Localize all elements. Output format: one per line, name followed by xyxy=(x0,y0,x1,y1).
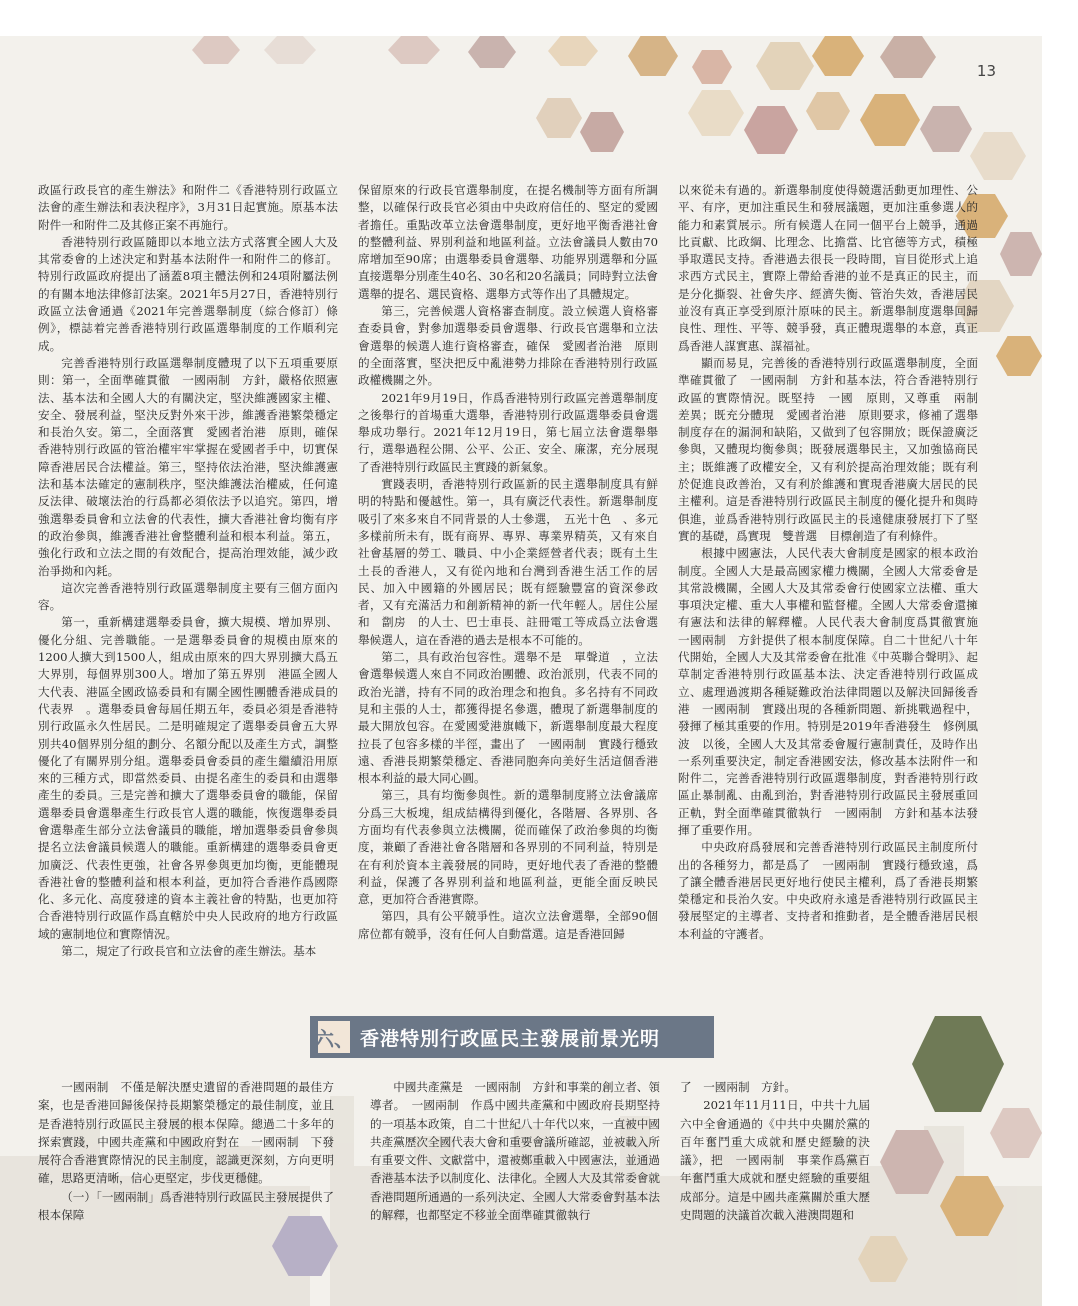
bottom-text-column-2 xyxy=(370,1078,660,1224)
hexagon-decor xyxy=(880,36,936,78)
paragraph: 2021年11月11日，中共十九屆六中全會通過的《中共中央關於黨的百年奮鬥重大成就和歷史經驗的決議》，把 一國兩制 事業作爲黨百年奮鬥重大成就和歷史經驗的重要組成部分。這是中國共產黨關於重大歷史問題的決議首次載入港澳問題和 xyxy=(680,1098,870,1223)
paragraph: 實踐表明，香港特別行政區新的民主選舉制度具有鮮明的特點和優越性。第一，具有廣泛代表性。新選舉制度吸引了來多來自不同背景的人士參選， 五光十色 、多元多樣前所未有，既有商界、專界、專業界精英，又有來自社會基層的勞工、職員、中小企業經營者代表；既有土生土長的香港人，又有從內地和台灣到香港生活工作的居民、加入中國籍的外國居民；既有經驗豐富的資深參政者，又有充滿活力和創新精神的新一代年輕人。居住公屋和 劏房 的人士、巴士車長、註冊電工等成爲立法會選舉候選人，這在香港的過去是根本不可能的。 xyxy=(358,477,658,647)
section-title: 香港特別行政區民主發展前景光明 xyxy=(360,1027,661,1050)
bottom-text-column-3 xyxy=(680,1078,870,1224)
section-heading-banner xyxy=(310,1016,714,1058)
paragraph: 第二，具有政治包容性。選舉不是 單聲道 ，立法會選舉候選人來自不同政治團體、政治派別，代表不同的政治光譜，持有不同的政治理念和抱負。多名持有不同政見和主張的人士，都獲得提名參選，體現了新選舉制度的最大開放包容。在愛國愛港旗幟下，新選舉制度最大程度拉長了包容多樣的半徑，畫出了 一國兩制 實踐行穩致遠、香港長期繁榮穩定、香港同胞奔向美好生活這個香港根本利益的最大同心圓。 xyxy=(358,650,658,786)
paragraph: 第四，具有公平競爭性。這次立法會選舉，全部90個席位都有競爭，沒有任何人自動當選。這是香港回歸 xyxy=(358,909,658,941)
hexagon-decor xyxy=(806,92,850,130)
hexagon-decor xyxy=(1000,232,1042,276)
paragraph: 中央政府爲發展和完善香港特別行政區民主制度所付出的各種努力，都是爲了 一國兩制 實踐行穩致遠，爲了讓全體香港居民更好地行使民主權利，爲了香港長期繁榮穩定和長治久安。中央政府永遠是香港特別行政區民主發展堅定的主導者、支持者和推動者，是全體香港居民根本利益的守護者。 xyxy=(678,840,978,941)
hexagon-decor xyxy=(812,36,864,76)
hexagon-decor xyxy=(692,50,732,84)
bottom-text-column-1 xyxy=(38,1078,334,1224)
paragraph: 保留原來的行政長官選舉制度，在提名機制等方面有所調整，以確保行政長官必須由中央政府信任的、堅定的愛國者擔任。重點改革立法會選舉制度，更好地平衡香港社會的整體利益、界別利益和地區利益。立法會議員人數由70席增加至90席；由選舉委員會選舉、功能界別選舉和分區直接選舉分別產生40名、30名和20名議員；同時對立法會選舉的提名、選民資格、選舉方式等作出了具體規定。 xyxy=(358,183,658,301)
paragraph: 以來從未有過的。新選舉制度使得競選活動更加理性、公平、有序，更加注重民生和發展議題，更加注重參選人的能力和素質展示。所有候選人在同一個平台上競爭，通過比貢獻、比政綱、比理念、比擔當、比官德等方式，積極爭取選民支持。香港過去很長一段時間，盲目從形式上追求西方式民主，實際上帶給香港的並不是真正的民主，而是分化撕裂、社會失序、經濟失衡、管治失效，香港居民並沒有真正享受到原汁原味的民主。新選舉制度選舉回歸良性、理性、平等、競爭發，真正體現選舉的本意，真正爲香港人謀實惠、謀福祉。 xyxy=(678,183,978,353)
hexagon-decor xyxy=(920,106,972,152)
paragraph: 第三，具有均衡參與性。新的選舉制度將立法會議席分爲三大板塊，組成結構得到優化，各階層、各界別、各方面均有代表參與立法機關，從而確保了政治參與的均衡度，兼顧了香港社會各階層和各界別的不同利益，特別是在有利於資本主義發展的同時，更好地代表了香港的整體利益，保護了各界別利益和地區利益，更能全面反映民意，更加符合香港實際。 xyxy=(358,788,658,907)
paragraph: 第一，重新構建選舉委員會，擴大規模、增加界別、優化分組、完善職能。一是選舉委員會的規模由原來的1200人擴大到1500人，組成由原來的四大界別擴大爲五大界別，每個界別300人。增加了第五界別 港區全國人大代表、港區全國政協委員和有關全國性團體香港成員的代表界 。選舉委員會每屆任期五年，委員必須是香港特別行政區永久性居民。二是明確規定了選舉委員會五大界別共40個界別分組的劃分、名額分配以及產生方式，調整優化了有關界別分組。選舉委員會委員的產生繼續沿用原來的三種方式，即當然委員、由提名產生的委員和由選舉產生的委員。三是完善和擴大了選舉委員會的職能，保留選舉委員會選舉產生行政長官人選的職能，恢復選舉委員會選舉產生部分立法會議員的職能，增加選舉委員會參與提名立法會議員候選人的職能。重新構建的選舉委員會更加廣泛、代表性更強，社會各界參與更加均衡，更能體現香港社會的整體利益和根本利益，更加符合香港作爲國際化、多元化、高度發達的資本主義社會的特點，也更加符合香港特別行政區作爲直轄於中央人民政府的地方行政區域的憲制地位和實際情況。 xyxy=(38,615,338,941)
page xyxy=(0,36,1042,1306)
paragraph: 一國兩制 不僅是解決歷史遺留的香港問題的最佳方案，也是香港回歸後保持長期繁榮穩定的最佳制度，並且是香港特別行政區民主發展的根本保障。總過二十多年的探索實踐，中國共產黨和中國政府對在 一國兩制 下發展符合香港實際情況的民主制度，認識更深刻，方向更明確，思路更清晰，信心更堅定，步伐更穩健。 xyxy=(38,1080,334,1186)
paragraph: 顯而易見，完善後的香港特別行政區選舉制度，全面準確貫徹了 一國兩制 方針和基本法，符合香港特別行政區的實際情況。既堅持 一國 原則，又尊重 兩制 差異；既充分體現 愛國者治港 原則要求，修補了選舉制度存在的漏洞和缺陷，又做到了包容開放；既保證廣泛參與，又體現均衡參與；既發展選舉民主，又加強協商民主；既維護了政權安全，又有利於提高治理效能；既有利於促進良政善治，又有利於維護和實現香港廣大居民的民主權利。這是香港特別行政區民主制度的優化提升和與時俱進，並爲香港特別行政區民主的長遠健康發展打下了堅實的基礎，爲實現 雙普選 目標創造了有利條件。 xyxy=(678,355,990,543)
paragraph: 第三，完善候選人資格審查制度。設立候選人資格審查委員會，對參加選舉委員會選舉、行政長官選舉和立法會選舉的候選人進行資格審查，確保 愛國者治港 原則的全面落實，堅決把反中亂港勢力排除在香港特別行政區政權機關之外。 xyxy=(358,304,658,388)
paragraph: 中國共產黨是 一國兩制 方針和事業的創立者、領導者。 一國兩制 作爲中國共產黨和中國政府長期堅持的一項基本政策，自二十世紀八十年代以來，一直被中國共產黨歷次全國代表大會和重要會議所確認，並被載入所有重要文件、文獻當中，還被鄭重載入中國憲法，並通過香港基本法予以制度化、法律化。全國人大及其常委會就香港問題所通過的一系列決定、全國人大常委會對基本法的解釋，也都堅定不移並全面準確貫徹執行 xyxy=(370,1080,660,1223)
hexagon-decor xyxy=(860,94,920,146)
hexagon-decor xyxy=(628,36,678,76)
hexagon-decor xyxy=(744,106,798,154)
hexagon-decor xyxy=(580,112,624,152)
paragraph: 政區行政長官的產生辦法》和附件二《香港特別行政區立法會的產生辦法和表決程序》，3月31日起實施。原基本法附件一和附件二及其修正案不再施行。 xyxy=(38,183,338,232)
paragraph: 了 一國兩制 方針。 xyxy=(680,1080,796,1094)
section-number: 六、 xyxy=(318,1021,350,1053)
paragraph: 香港特別行政區隨即以本地立法方式落實全國人大及其常委會的上述決定和對基本法附件一和附件二的修訂。特別行政區政府提出了涵蓋8項主體法例和24項附屬法例的有關本地法律修訂法案。2021年5月27日，香港特別行政區立法會通過《2021年完善選舉制度（綜合修訂）條例》，標誌着完善香港特別行政區選舉制度的工作順利完成。 xyxy=(38,234,338,353)
hexagon-decor xyxy=(548,36,598,66)
paragraph: 2021年9月19日，作爲香港特別行政區完善選舉制度之後舉行的首場重大選舉，香港特別行政區選舉委員會選舉成功舉行。2021年12月19日，第七屆立法會選舉舉行，選舉過程公開、公平、公正、安全、廉潔，充分展現了香港特別行政區民主實踐的新氣象。 xyxy=(358,390,658,474)
text-column-2 xyxy=(358,182,658,943)
hexagon-decor xyxy=(996,336,1042,376)
text-column-3 xyxy=(678,182,990,943)
paragraph: 第二，規定了行政長官和立法會的產生辦法。基本 xyxy=(61,944,317,959)
paragraph: 這次完善香港特別行政區選舉制度主要有三個方面內容。 xyxy=(38,580,338,613)
paragraph: 根據中國憲法，人民代表大會制度是國家的根本政治制度。全國人大是最高國家權力機關，全國人大常委會是其常設機關，全國人大及其常委會行使國家立法權、重大事項決定權、重大人事權和監督權。全國人大常委會還擁有憲法和法律的解釋權。人民代表大會制度爲貫徹實施 一國兩制 方針提供了根本制度保障。自二十世紀八十年代開始，全國人大及其常委會在批准《中英聯合聲明》、起草制定香港特別行政區基本法、決定香港特別行政區成立、處理過渡期各種疑難政治法律問題以及解決回歸後香港 一國兩制 實踐出現的各種新問題、新挑戰過程中，發揮了極其重要的作用。特別是2019年香港發生 修例風波 以後，全國人大及其常委會履行憲制責任，及時作出一系列重要決定，制定香港國安法，修改基本法附件一和附件二，完善香港特別行政區選舉制度，對香港特別行政區止暴制亂、由亂到治，對香港特別行政區民主發展重回正軌，對全面準確貫徹執行 一國兩制 方針和基本法發揮了重要作用。 xyxy=(678,546,990,837)
hexagon-decor xyxy=(536,98,582,138)
text-column-1 xyxy=(38,182,338,960)
subheading: （一）「一國兩制」爲香港特別行政區民主發展提供了根本保障 xyxy=(38,1189,334,1223)
hexagon-decor xyxy=(192,36,240,64)
hexagon-decor xyxy=(468,36,516,68)
hexagon-decor xyxy=(388,36,440,64)
hexagon-decor xyxy=(688,90,744,136)
hexagon-decor xyxy=(264,36,316,64)
hexagon-decor xyxy=(756,42,814,90)
page-number: 13 xyxy=(976,62,996,80)
paragraph: 完善香港特別行政區選舉制度體現了以下五項重要原則：第一，全面準確貫徹 一國兩制 方針，嚴格依照憲法、基本法和全國人大的有關決定，堅決維護國家主權、安全、發展利益，堅決反對外來干涉，維護香港繁榮穩定和長治久安。第二，全面落實 愛國者治港 原則，確保香港特別行政區的管治權牢牢掌握在愛國者手中，切實保障香港居民合法權益。第三，堅持依法治港，堅決維護憲法和基本法確定的憲制秩序，堅決維護法治權威，任何違反法律、破壞法治的行爲都必須依法予以追究。第四，增強選舉委員會和立法會的代表性，擴大香港社會均衡有序的政治參與，維護香港社會整體利益和根本利益。第五，強化行政和立法之間的有效配合，提高治理效能，減少政治爭拗和內耗。 xyxy=(38,355,338,578)
hexagon-decor xyxy=(970,132,1026,180)
